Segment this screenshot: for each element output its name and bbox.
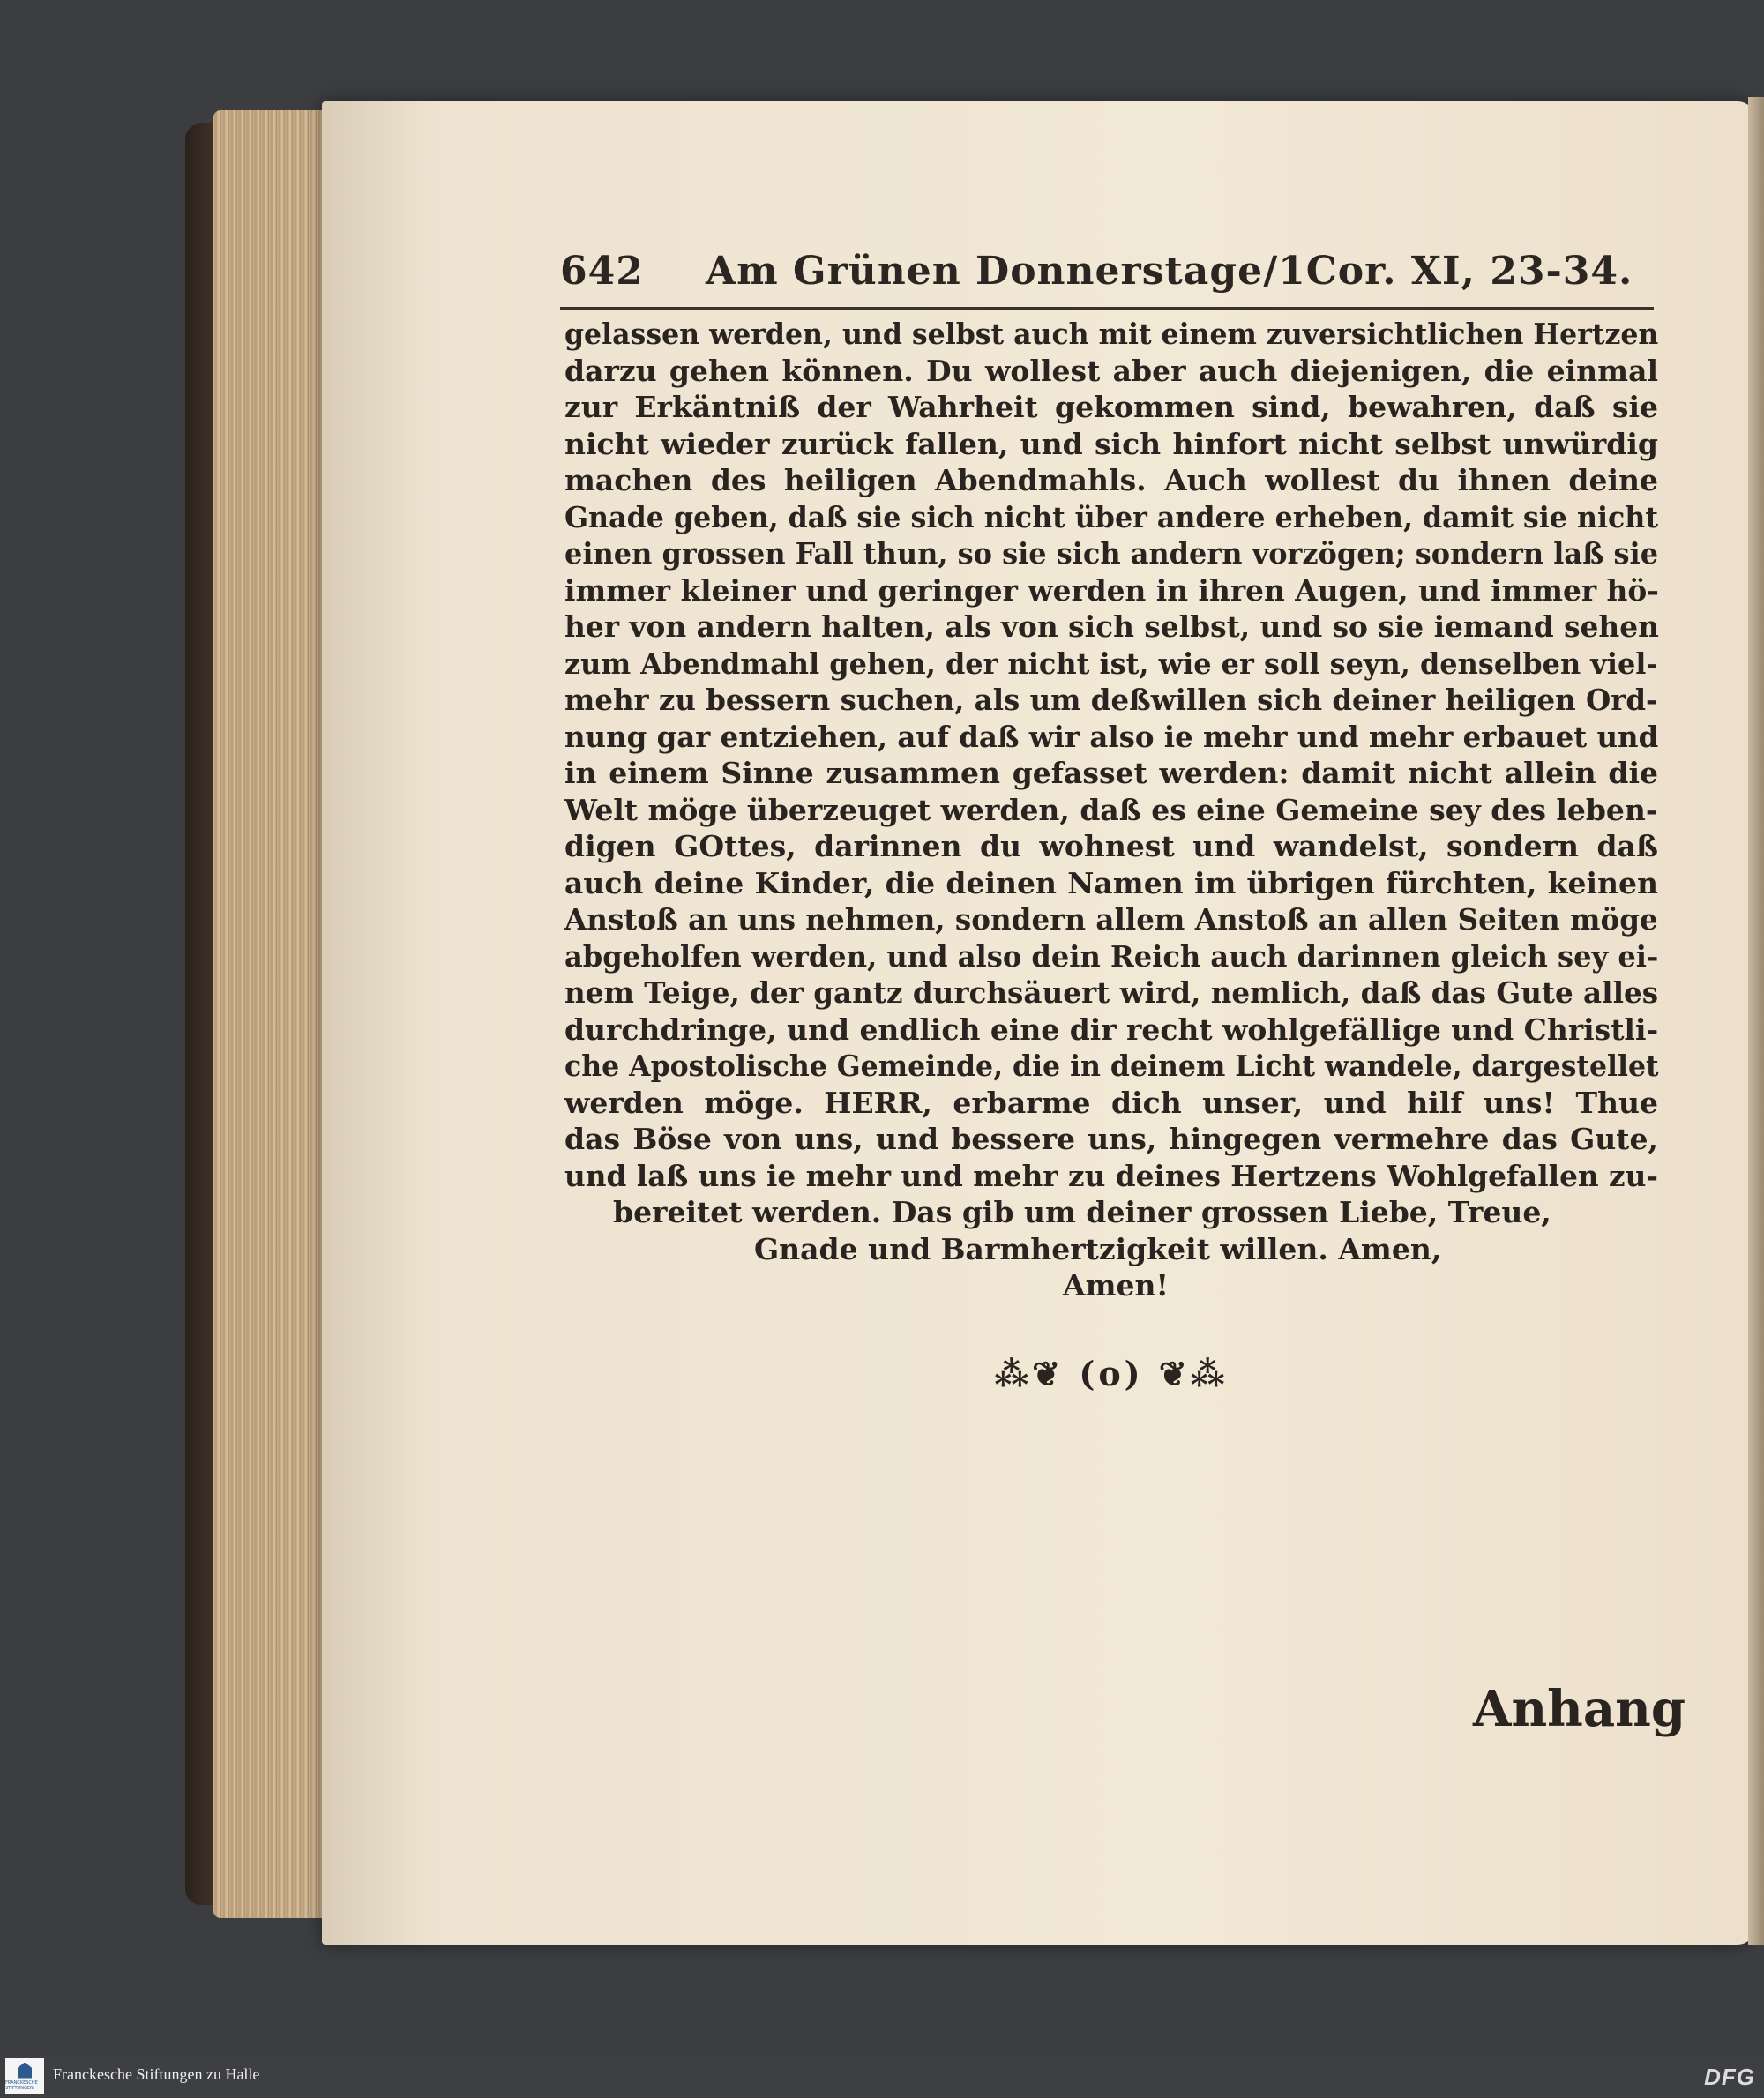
- text-line: abgeholfen werden, und also dein Reich auch darinnen gleich sey ei-: [564, 938, 1659, 974]
- text-line: nicht wieder zurück fallen, und sich hinfort nicht selbst unwürdig: [564, 426, 1658, 461]
- text-line: zur Erkäntniß der Wahrheit gekommen sind, bewahren, daß sie: [564, 390, 1658, 424]
- text-line: her von andern halten, als von sich selbst, und so sie iemand sehen: [564, 609, 1659, 644]
- text-line: Welt möge überzeuget werden, daß es eine Gemeine sey des leben-: [564, 792, 1658, 827]
- text-line: digen GOttes, darinnen du wohnest und wandelst, sondern daß: [564, 829, 1658, 863]
- closing-line: bereitet werden. Das gib um deiner grossen Liebe, Treue,: [613, 1195, 1551, 1229]
- running-head: Am Grünen Donnerstage/1Cor. XI, 23-34.: [706, 249, 1633, 294]
- text-line: immer kleiner und geringer werden in ihren Augen, und immer hö-: [564, 572, 1659, 608]
- dfg-logo[interactable]: DFG: [1704, 2064, 1755, 2090]
- text-line: nem Teige, der gantz durchsäuert wird, nemlich, daß das Gute alles: [564, 975, 1659, 1010]
- text-line: machen des heiligen Abendmahls. Auch wollest du ihnen deine: [564, 463, 1658, 497]
- text-line: auch deine Kinder, die deinen Namen im übrigen fürchten, keinen: [564, 865, 1658, 900]
- page-header: [560, 249, 1654, 302]
- logo-mark-icon: [18, 2063, 32, 2079]
- text-line: Anstoß an uns nehmen, sondern allem Anstoß an allen Seiten möge: [564, 902, 1658, 937]
- text-line: nung gar entziehen, auf daß wir also ie mehr und mehr erbauet und: [564, 719, 1659, 754]
- ornament: ⁂❦ (o) ❦⁂: [994, 1354, 1229, 1393]
- page-right-edge: [1748, 97, 1764, 1945]
- text-line: einen grossen Fall thun, so sie sich andern vorzögen; sondern laß sie: [564, 536, 1659, 571]
- footer-bar: [0, 2055, 1764, 2098]
- header-rule: [560, 307, 1654, 310]
- text-line: das Böse von uns, und bessere uns, hingegen vermehre das Gute,: [564, 1122, 1658, 1156]
- text-line: durchdringe, und endlich eine dir recht wohlgefällige und Christli-: [564, 1012, 1659, 1047]
- closing-line: Gnade und Barmhertzigkeit willen. Amen,: [754, 1231, 1442, 1266]
- closing-line: Amen!: [1063, 1268, 1169, 1303]
- text-line: Gnade geben, daß sie sich nicht über andere erheben, damit sie nicht: [564, 499, 1658, 534]
- text-line: che Apostolische Gemeinde, die in deinem Licht wandele, dargestellet: [564, 1049, 1659, 1083]
- text-line: werden möge. HERR, erbarme dich unser, und hilf uns! Thue: [564, 1085, 1658, 1120]
- text-line: mehr zu bessern suchen, als um deßwillen sich deiner heiligen Ord-: [564, 683, 1658, 717]
- institution-logo[interactable]: [5, 2058, 44, 2094]
- text-line: in einem Sinne zusammen gefasset werden: damit nicht allein die: [564, 756, 1658, 790]
- page-edges: [213, 110, 337, 1918]
- text-line: und laß uns ie mehr und mehr zu deines Hertzens Wohlgefallen zu-: [564, 1158, 1658, 1193]
- institution-name[interactable]: Franckesche Stiftungen zu Halle: [53, 2065, 260, 2083]
- catchword: Anhang: [1473, 1680, 1686, 1738]
- text-line: gelassen werden, und selbst auch mit einem zuversichtlichen Hertzen: [564, 317, 1659, 351]
- text-line: zum Abendmahl gehen, der nicht ist, wie er soll seyn, denselben viel-: [564, 646, 1658, 681]
- page-number: 642: [560, 249, 644, 294]
- logo-caption: FRANCKESCHE STIFTUNGEN: [5, 2079, 38, 2091]
- body-text: [564, 316, 1658, 1304]
- text-line: darzu gehen können. Du wollest aber auch diejenigen, die einmal: [564, 353, 1658, 388]
